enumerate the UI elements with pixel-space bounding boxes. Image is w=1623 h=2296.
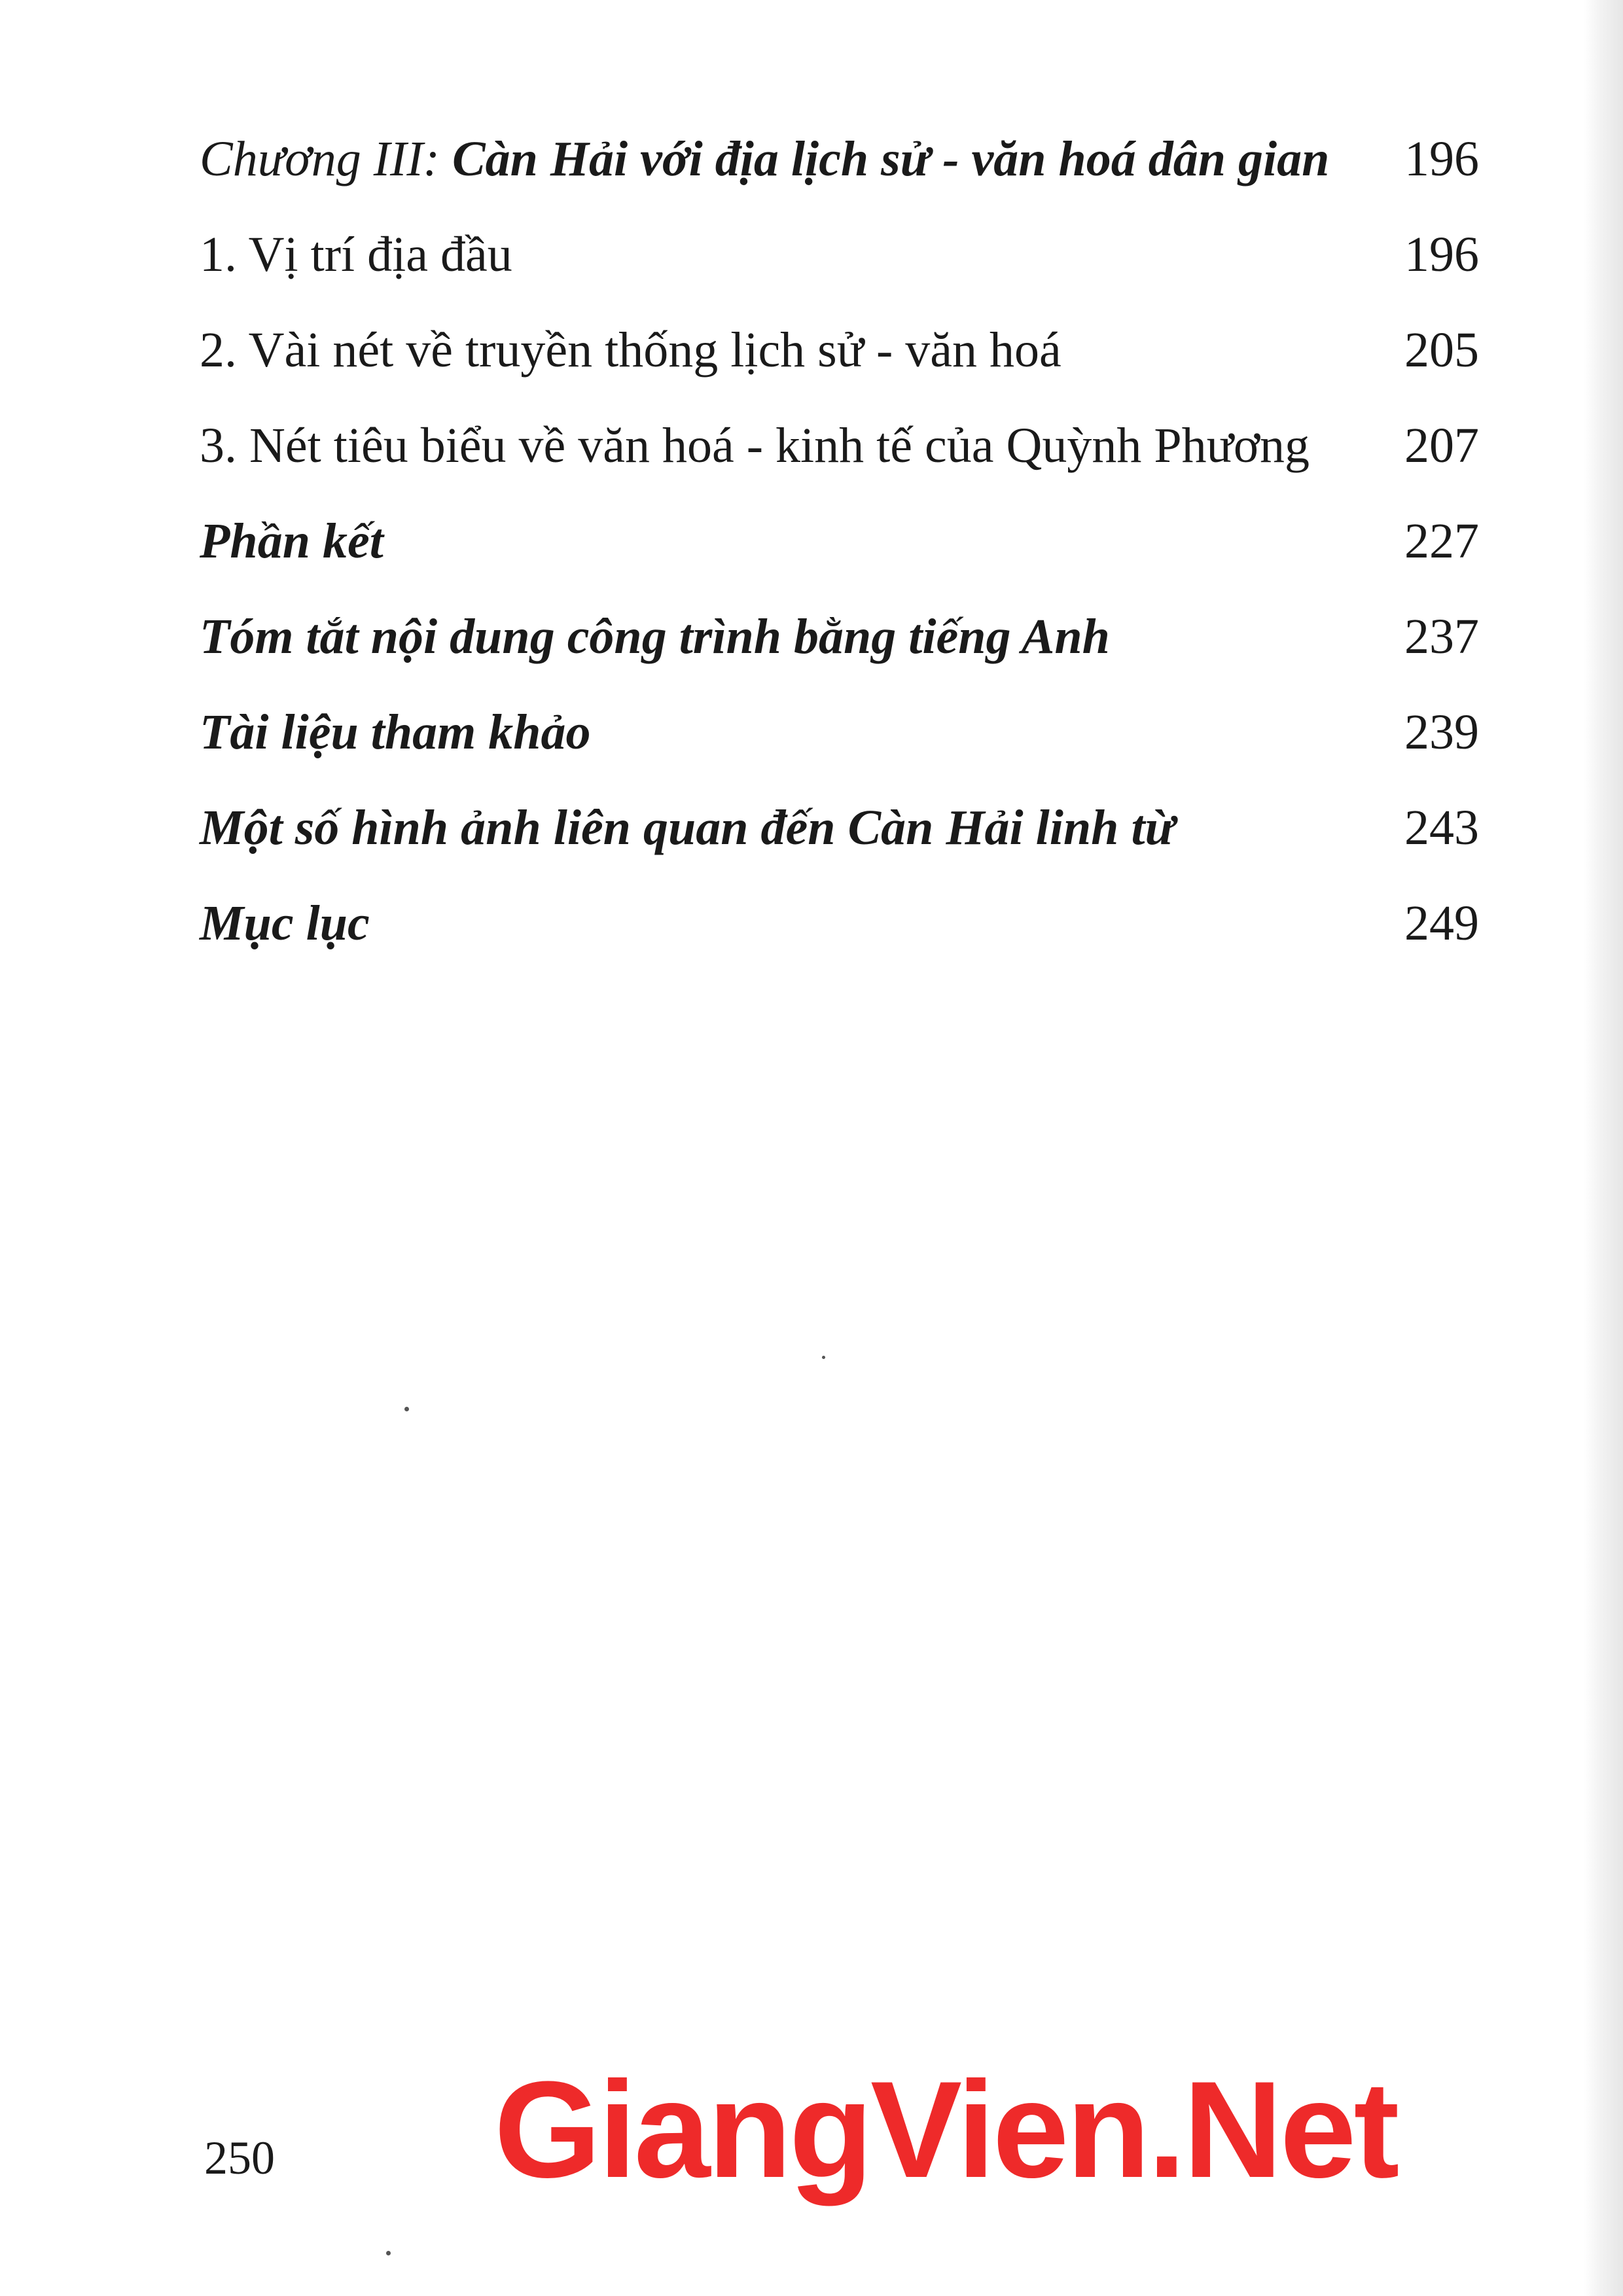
toc-entry-title: Mục lục	[200, 896, 370, 951]
toc-entry-title: 3. Nét tiêu biểu về văn hoá - kinh tế của Quỳnh Phương	[200, 418, 1310, 473]
toc-entry-chapter-name: Càn Hải với địa lịch sử - văn hoá dân gian	[452, 132, 1330, 186]
toc-entry-title: Tài liệu tham khảo	[200, 705, 591, 760]
toc-entry-3[interactable]	[200, 398, 1479, 493]
toc-entry-title: 2. Vài nét về truyền thống lịch sử - văn hoá	[200, 323, 1061, 378]
toc-entry-title: Tóm tắt nội dung công trình bằng tiếng Anh	[200, 609, 1110, 664]
toc-entry-page: 196	[1404, 227, 1479, 282]
page-number: 250	[204, 2132, 275, 2184]
toc-entry-title: Phần kết	[200, 514, 383, 569]
page-edge-shadow	[1584, 0, 1623, 2296]
toc-entry-phan-ket[interactable]	[200, 493, 1479, 589]
toc-entry-images[interactable]	[200, 780, 1479, 875]
toc-entry-page: 239	[1404, 705, 1479, 760]
toc-entry-page: 207	[1404, 418, 1479, 473]
toc-entry-chapter-label: Chương III:	[200, 132, 452, 186]
toc-entry-1[interactable]	[200, 207, 1479, 302]
toc-entry-2[interactable]	[200, 302, 1479, 398]
table-of-contents	[200, 111, 1479, 971]
toc-entry-page: 196	[1404, 132, 1479, 186]
toc-entry-page: 227	[1404, 514, 1479, 569]
toc-entry-english-summary[interactable]	[200, 589, 1479, 684]
toc-entry-title: Một số hình ảnh liên quan đến Càn Hải linh từ	[200, 800, 1175, 855]
toc-entry-references[interactable]	[200, 684, 1479, 780]
scan-speck	[404, 1407, 409, 1411]
toc-entry-page: 237	[1404, 609, 1479, 664]
toc-entry-page: 249	[1404, 896, 1479, 951]
watermark-logo: GiangVien.Net	[494, 2053, 1397, 2206]
toc-entry-page: 205	[1404, 323, 1479, 378]
toc-entry-chapter-3[interactable]	[200, 111, 1479, 207]
scan-speck	[386, 2251, 391, 2255]
toc-entry-title	[200, 134, 1329, 184]
scan-speck	[822, 1356, 825, 1359]
toc-entry-page: 243	[1404, 800, 1479, 855]
toc-entry-title: 1. Vị trí địa đầu	[200, 227, 512, 282]
toc-entry-contents[interactable]	[200, 875, 1479, 971]
